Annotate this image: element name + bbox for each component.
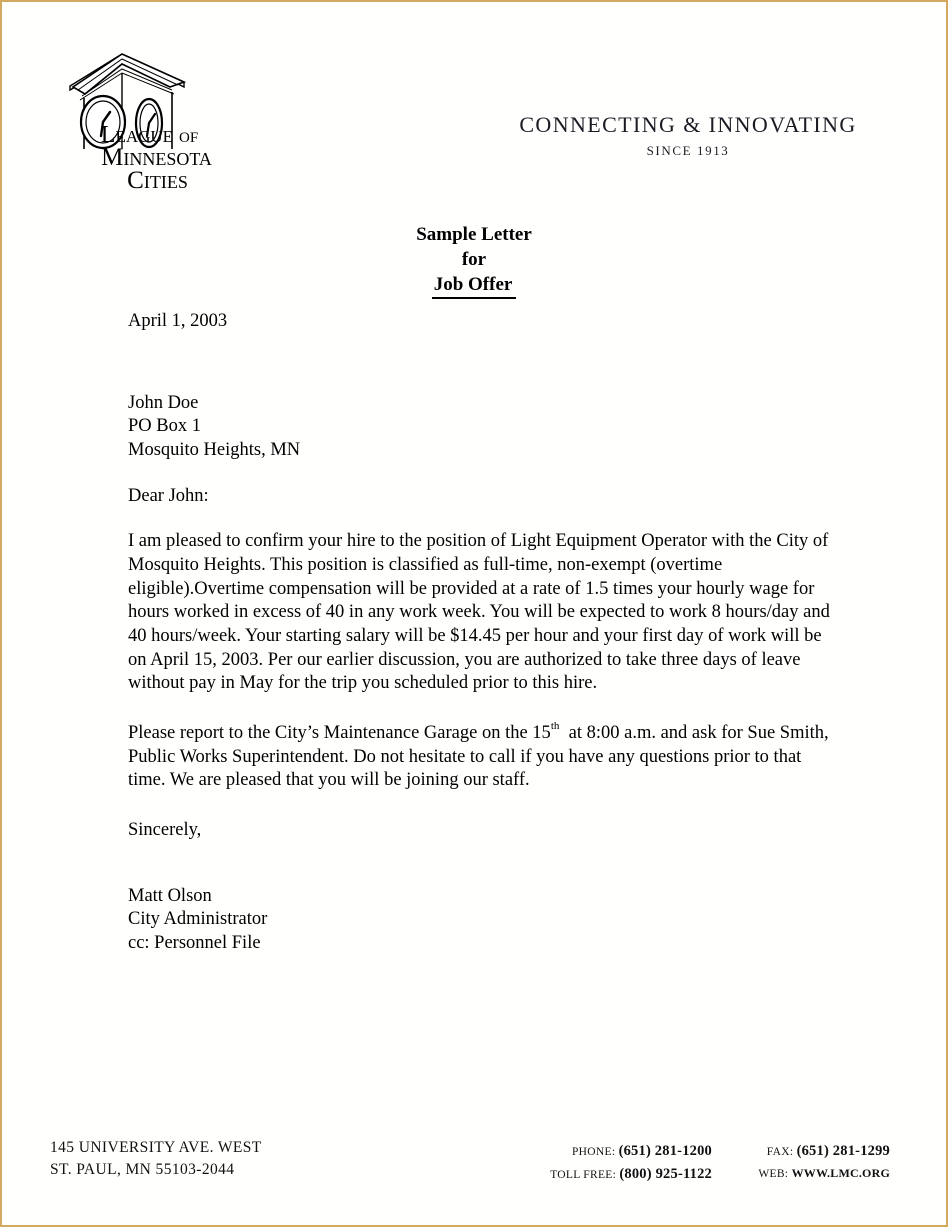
logo-wordmark xyxy=(50,122,255,195)
letterhead-footer xyxy=(2,1137,946,1193)
footer-phone xyxy=(550,1140,712,1163)
footer-web-value: WWW.LMC.ORG xyxy=(791,1166,890,1181)
recipient-address xyxy=(128,392,840,463)
tagline-primary: CONNECTING & INNOVATING xyxy=(519,112,857,137)
footer-fax xyxy=(738,1140,890,1163)
title-line-2: for xyxy=(461,248,487,270)
paragraph-2-before: Please report to the City’s Maintenance Garage on the 15 xyxy=(128,723,551,744)
footer-phone-value: (651) 281-1200 xyxy=(618,1143,712,1159)
footer-phone-label: PHONE: xyxy=(571,1146,616,1158)
carbon-copy-note: cc: Personnel File xyxy=(128,933,261,954)
letter-salutation: Dear John: xyxy=(128,485,209,506)
footer-fax-value: (651) 281-1299 xyxy=(796,1143,890,1159)
title-line-1: Sample Letter xyxy=(416,224,532,245)
recipient-name: John Doe xyxy=(128,392,199,413)
letterhead-header xyxy=(2,24,946,199)
footer-address-line-2: ST. PAUL, MN 55103-2044 xyxy=(50,1161,235,1179)
logo-line-cities: CITIES xyxy=(127,167,188,195)
page-title xyxy=(2,224,946,301)
title-line-3-text: Job Offer xyxy=(432,274,517,300)
logo-line-minnesota: MINNESOTA xyxy=(101,144,212,172)
paragraph-1-part-2: eligible).Overtime compensation will be provided at a rate of 1.5 times your hourly wage for hours worked in excess of 40 in any work week. You will be expected to work 8 hours/day and 40 hours/week. Your starting salary will be $14.45 per hour and your first day of work will be on April 15, 2003. Per our earlier discussion, you are authorized to take three days of leave without pay in May for the trip you scheduled prior to this hire. xyxy=(128,578,830,694)
footer-tollfree xyxy=(550,1163,712,1186)
footer-fax-label: FAX: xyxy=(766,1146,794,1158)
footer-web-label: WEB: xyxy=(758,1168,789,1181)
footer-address-line-1: 145 UNIVERSITY AVE. WEST xyxy=(50,1139,262,1156)
logo-line-league: LEAGUE OF xyxy=(100,122,199,148)
letter-body xyxy=(128,310,840,956)
letter-date: April 1, 2003 xyxy=(128,311,228,331)
ordinal-suffix: th xyxy=(550,719,560,732)
signer-name: Matt Olson xyxy=(128,885,212,906)
signer-title: City Administrator xyxy=(128,909,268,930)
letter-paragraph-2 xyxy=(128,719,840,793)
paragraph-2-after: at 8:00 a.m. and ask for Sue Smith, Public Works Superintendent. Do not hesitate to call if you have any questions prior to that time. We are pleased that you will be joining our staff. xyxy=(128,723,829,791)
footer-web xyxy=(738,1163,890,1186)
footer-tollfree-label: TOLL FREE: xyxy=(550,1169,617,1182)
footer-tollfree-value: (800) 925-1122 xyxy=(619,1166,712,1183)
footer-address xyxy=(50,1137,262,1182)
page-surface xyxy=(2,2,946,1225)
tagline-secondary: SINCE 1913 xyxy=(646,143,730,158)
letterhead-tagline xyxy=(488,112,888,159)
footer-contact xyxy=(550,1140,890,1186)
letter-closing: Sincerely, xyxy=(128,820,202,841)
recipient-street: PO Box 1 xyxy=(128,416,201,437)
recipient-city-state: Mosquito Heights, MN xyxy=(128,440,301,461)
paragraph-1-part-1: I am pleased to confirm your hire to the position of Light Equipment Operator with the City of Mosquito Heights. This position is classified as full-time, non-exempt (overtime xyxy=(128,531,829,576)
footer-contact-row-1 xyxy=(550,1140,890,1163)
title-line-3 xyxy=(2,274,946,300)
signature-space xyxy=(128,843,840,885)
footer-contact-row-2 xyxy=(550,1163,890,1186)
letter-paragraph-1 xyxy=(128,530,840,696)
organization-logo xyxy=(50,24,260,199)
